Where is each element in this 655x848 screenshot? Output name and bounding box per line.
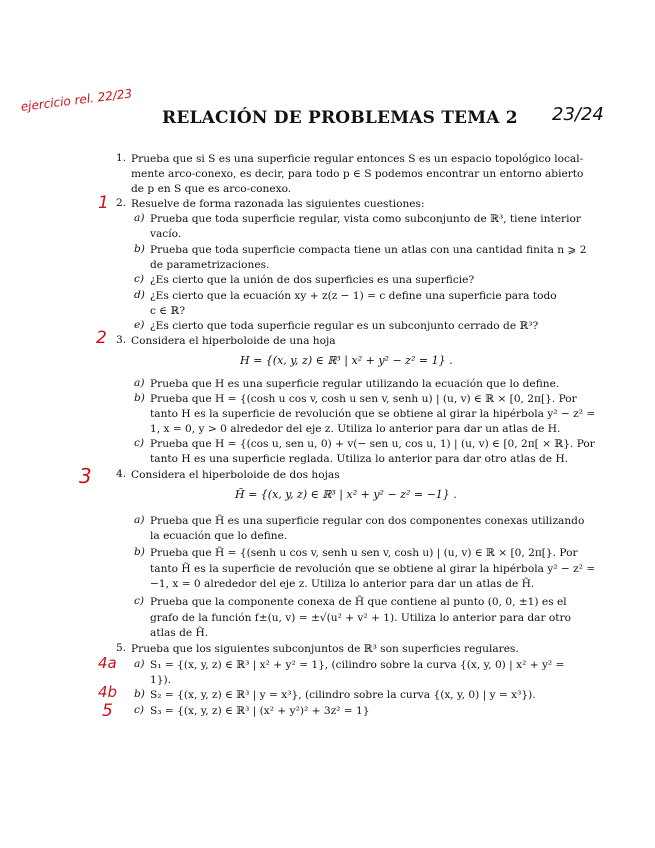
item-text: la ecuación que lo define. <box>150 530 288 542</box>
item-text: vacío. <box>150 228 182 240</box>
problem-number: 3. <box>116 334 127 346</box>
item-text: ¿Es cierto que toda superficie regular es un subconjunto cerrado de ℝ³? <box>150 320 539 332</box>
problem-number: 5. <box>116 642 127 654</box>
item-text: ¿Es cierto que la ecuación xy + z(z − 1) = c define una superficie para todo <box>150 290 557 302</box>
item-label: a) <box>134 377 145 389</box>
item-label: a) <box>134 514 145 526</box>
item-label: b) <box>134 688 145 700</box>
problem-text: Prueba que los siguientes subconjuntos de ℝ³ son superficies regulares. <box>131 643 519 655</box>
item-text: Prueba que la componente conexa de H̃ que contiene al punto (0, 0, ±1) es el <box>150 596 567 608</box>
item-text: tanto H es la superficie de revolución que se obtiene al girar la hipérbola y² − z² = <box>150 408 596 420</box>
item-label: e) <box>134 319 145 331</box>
problem-number: 1. <box>116 152 127 164</box>
problem-text: Resuelve de forma razonada las siguientes cuestiones: <box>131 198 425 210</box>
item-label: b) <box>134 243 145 255</box>
item-text: −1, x = 0 alrededor del eje z. Utiliza lo anterior para dar un atlas de H̃. <box>150 578 535 590</box>
problem-text: Considera el hiperboloide de dos hojas <box>131 469 340 481</box>
item-text: Prueba que toda superficie regular, vista como subconjunto de ℝ³, tiene interior <box>150 213 581 225</box>
item-text: tanto H es una superficie reglada. Utiliza lo anterior para dar otro atlas de H. <box>150 453 569 465</box>
item-label: c) <box>134 437 145 449</box>
margin-mark: 4a <box>98 654 117 672</box>
item-text: Prueba que H = {(cosh u cos v, cosh u sen v, senh u) | (u, v) ∈ ℝ × [0, 2π[}. Por <box>150 393 577 405</box>
handwritten-year: 23/24 <box>552 104 604 125</box>
handwritten-note: ejercicio rel. 22/23 <box>20 86 133 114</box>
item-text: S₁ = {(x, y, z) ∈ ℝ³ | x² + y² = 1}, (cilindro sobre la curva {(x, y, 0) | x² + y² = <box>150 659 565 671</box>
item-label: b) <box>134 392 145 404</box>
margin-mark: 5 <box>102 701 113 721</box>
equation: H = {(x, y, z) ∈ ℝ³ | x² + y² − z² = 1} . <box>240 354 453 367</box>
item-text: 1, x = 0, y > 0 alrededor del eje z. Utiliza lo anterior para dar un atlas de H. <box>150 423 561 435</box>
item-text: 1}). <box>150 674 171 686</box>
item-label: c) <box>134 704 145 716</box>
item-label: a) <box>134 212 145 224</box>
item-text: Prueba que H̃ = {(senh u cos v, senh u sen v, cosh u) | (u, v) ∈ ℝ × [0, 2π[}. Por <box>150 547 578 559</box>
page-title: RELACIÓN DE PROBLEMAS TEMA 2 <box>162 108 518 128</box>
item-label: c) <box>134 273 145 285</box>
margin-mark: 4b <box>98 683 118 701</box>
item-label: c) <box>134 595 145 607</box>
item-text: atlas de H̃. <box>150 627 209 639</box>
equation: H̃ = {(x, y, z) ∈ ℝ³ | x² + y² − z² = −1} . <box>235 488 457 501</box>
item-text: grafo de la función f±(u, v) = ±√(u² + v² + 1). Utiliza lo anterior para dar otro <box>150 612 572 624</box>
item-label: a) <box>134 658 145 670</box>
margin-mark: 2 <box>96 328 107 348</box>
margin-mark: 3 <box>79 464 92 488</box>
item-text: ¿Es cierto que la unión de dos superficies es una superficie? <box>150 274 475 286</box>
item-text: Prueba que H̃ es una superficie regular con dos componentes conexas utilizando <box>150 515 585 527</box>
item-label: d) <box>134 289 145 301</box>
item-text: tanto H̃ es la superficie de revolución que se obtiene al girar la hipérbola y² − z² = <box>150 563 596 575</box>
problem-number: 4. <box>116 468 127 480</box>
item-text: c ∈ ℝ? <box>150 305 185 317</box>
item-text: Prueba que H = {(cos u, sen u, 0) + v(− sen u, cos u, 1) | (u, v) ∈ [0, 2π[ × ℝ}. Por <box>150 438 595 450</box>
problem-number: 2. <box>116 197 127 209</box>
problem-text: de p en S que es arco-conexo. <box>131 183 292 195</box>
margin-mark: 1 <box>98 193 109 213</box>
item-label: b) <box>134 546 145 558</box>
item-text: de parametrizaciones. <box>150 259 270 271</box>
item-text: Prueba que H es una superficie regular utilizando la ecuación que lo define. <box>150 378 560 390</box>
item-text: S₃ = {(x, y, z) ∈ ℝ³ | (x² + y²)² + 3z² = 1} <box>150 705 370 717</box>
problem-text: mente arco-conexo, es decir, para todo p ∈ S podemos encontrar un entorno abierto <box>131 168 584 180</box>
item-text: Prueba que toda superficie compacta tiene un atlas con una cantidad finita n ⩾ 2 <box>150 244 587 256</box>
problem-text: Prueba que si S es una superficie regular entonces S es un espacio topológico local- <box>131 153 584 165</box>
problem-text: Considera el hiperboloide de una hoja <box>131 335 336 347</box>
item-text: S₂ = {(x, y, z) ∈ ℝ³ | y = x³}, (cilindro sobre la curva {(x, y, 0) | y = x³}). <box>150 689 536 701</box>
